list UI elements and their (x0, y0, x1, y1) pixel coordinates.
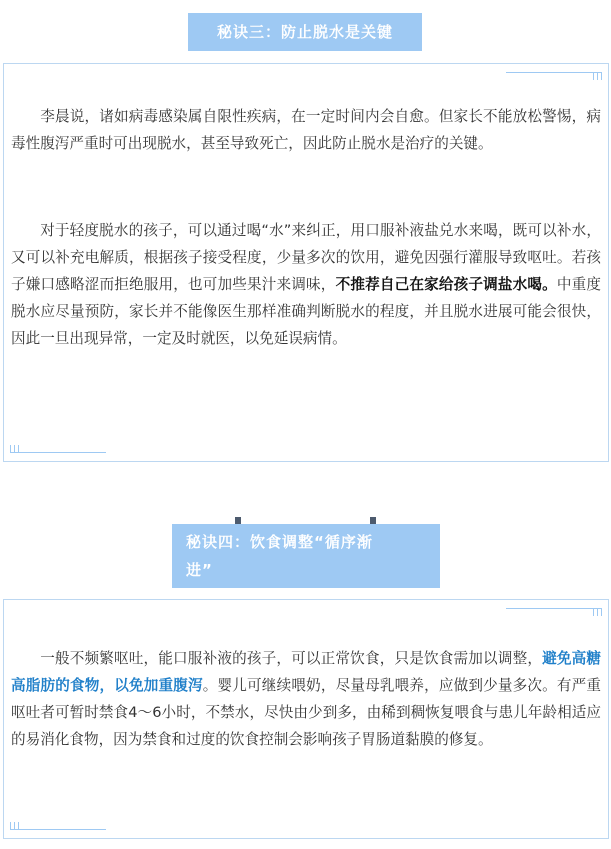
section-title-1-text: 秘诀三：防止脱水是关键 (216, 23, 393, 41)
corner-decoration-bottom-left (10, 445, 106, 453)
paragraph-2-text-end: 中重度脱水应尽量预防，家长并不能像医生那样准确判断脱水的程度，并且脱水进展可能会很快，因此一旦出现异常，一定及时就医，以免延误病情。 (11, 276, 601, 347)
paragraph-3-text: 一般不频繁呕吐，能口服补液的孩子，可以正常饮食，只是饮食需加以调整， (40, 650, 543, 667)
corner-decoration-bottom-left (10, 822, 106, 830)
section-title-2 (172, 524, 440, 588)
corner-decoration-top-right (506, 608, 602, 616)
paragraph-2-text: 对于轻度脱水的孩子，可以通过喝“水”来纠正，用口服补液盐兑水来喝，既可以补水，又可以补充电解质，根据孩子接受程度，少量多次的饮用，避免因强行灌服导致呕吐。若孩子嫌口感略涩而拒绝服用，也可加些果汁来调味， (11, 222, 601, 293)
paragraph-3-text-end: 。婴儿可继续喂奶，尽量母乳喂养，应做到少量多次。有严重呕吐者可暂时禁食4～6小时，不禁水，尽快由少到多，由稀到稠恢复喂食与患儿年龄相适应的易消化食物，因为禁食和过度的饮食控制会影响孩子胃肠道黏膜的修复。 (11, 677, 601, 748)
section-title-2-line1: 秘诀四：饮食调整“循序渐 (186, 533, 373, 551)
paragraph-3-emphasis: 避免高糖高脂肪的食物，以免加重腹泻 (11, 650, 601, 694)
paragraph-2 (11, 217, 601, 352)
paragraph-3 (11, 645, 601, 753)
paragraph-2-emphasis: 不推荐自己在家给孩子调盐水喝。 (335, 276, 557, 293)
section-title-1 (188, 13, 422, 51)
section-title-2-line2: 进” (186, 561, 213, 579)
corner-decoration-top-right (506, 72, 602, 80)
paragraph-1-text: 李晨说，诸如病毒感染属自限性疾病，在一定时间内会自愈。但家长不能放松警惕，病毒性腹泻严重时可出现脱水，甚至导致死亡，因此防止脱水是治疗的关键。 (11, 108, 601, 152)
paragraph-1 (11, 103, 601, 157)
